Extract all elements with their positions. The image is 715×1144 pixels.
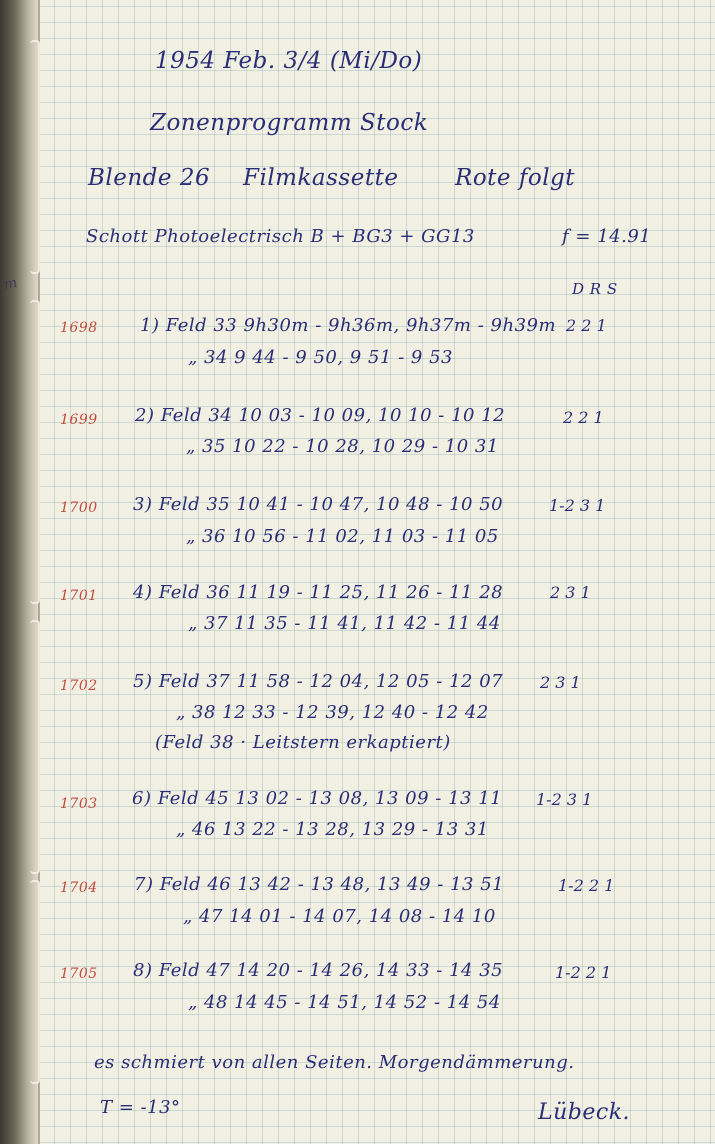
- rating-values: 1-2 3 1: [536, 790, 593, 809]
- binding-stitch: [30, 40, 40, 274]
- column-headers: D R S: [572, 280, 618, 298]
- entry-line: 3) Feld 35 10 41 - 10 47, 10 48 - 10 50: [133, 494, 504, 515]
- entry-line: 1) Feld 33 9h30m - 9h36m, 9h37m - 9h39m: [140, 315, 557, 336]
- plate-number: 1698: [60, 320, 98, 336]
- rating-values: 2 3 1: [540, 673, 581, 692]
- rating-values: 1-2 2 1: [555, 963, 612, 982]
- entry-line: „ 34 9 44 - 9 50, 9 51 - 9 53: [188, 347, 453, 368]
- plate-number: 1705: [60, 966, 98, 982]
- plate-number: 1700: [60, 500, 98, 516]
- entry-line: 6) Feld 45 13 02 - 13 08, 13 09 - 13 11: [132, 788, 503, 809]
- binding-stitch: [30, 620, 40, 874]
- entry-line: 2) Feld 34 10 03 - 10 09, 10 10 - 10 12: [135, 405, 506, 426]
- binding-stitch: [30, 300, 40, 604]
- rating-values: 1-2 3 1: [549, 496, 606, 515]
- binding-stitch: [30, 880, 40, 1084]
- entry-line: 4) Feld 36 11 19 - 11 25, 11 26 - 11 28: [133, 582, 504, 603]
- rating-values: 2 2 1: [566, 316, 607, 335]
- plate-number: 1699: [60, 412, 98, 428]
- focal-length: f = 14.91: [562, 226, 652, 247]
- entry-line: „ 38 12 33 - 12 39, 12 40 - 12 42: [176, 702, 489, 723]
- plate-number: 1703: [60, 796, 98, 812]
- plate-number: 1701: [60, 588, 98, 604]
- plate-number: 1704: [60, 880, 98, 896]
- entry-line: „ 46 13 22 - 13 28, 13 29 - 13 31: [176, 819, 489, 840]
- closing-note: es schmiert von allen Seiten. Morgendämmerung.: [94, 1052, 575, 1073]
- entry-line: 7) Feld 46 13 42 - 13 48, 13 49 - 13 51: [134, 874, 505, 895]
- entry-remark: (Feld 38 · Leitstern erkaptiert): [155, 732, 451, 753]
- entry-line: 5) Feld 37 11 58 - 12 04, 12 05 - 12 07: [133, 671, 504, 692]
- program-line: Zonenprogramm Stock: [150, 110, 429, 136]
- entry-line: „ 36 10 56 - 11 02, 11 03 - 11 05: [186, 526, 499, 547]
- entry-line: „ 35 10 22 - 10 28, 10 29 - 10 31: [186, 436, 499, 457]
- entry-line: „ 48 14 45 - 14 51, 14 52 - 14 54: [188, 992, 501, 1013]
- observer-signature: Lübeck.: [538, 1100, 631, 1125]
- rating-values: 2 3 1: [550, 583, 591, 602]
- temperature-note: T = -13°: [100, 1097, 181, 1118]
- date-line: 1954 Feb. 3/4 (Mi/Do): [155, 48, 423, 74]
- rating-values: 2 2 1: [563, 408, 604, 427]
- edge-mark: m: [2, 274, 19, 294]
- entry-line: „ 37 11 35 - 11 41, 11 42 - 11 44: [188, 613, 501, 634]
- plate-number: 1702: [60, 678, 98, 694]
- entry-line: „ 47 14 01 - 14 07, 14 08 - 14 10: [183, 906, 496, 927]
- entry-line: 8) Feld 47 14 20 - 14 26, 14 33 - 14 35: [133, 960, 504, 981]
- filter-line: Schott Photoelectrisch B + BG3 + GG13: [86, 226, 475, 247]
- rating-values: 1-2 2 1: [558, 876, 615, 895]
- aperture-setting: Blende 26: [88, 165, 211, 191]
- follow-note: Rote folgt: [455, 165, 576, 191]
- cassette-setting: Filmkassette: [243, 165, 399, 191]
